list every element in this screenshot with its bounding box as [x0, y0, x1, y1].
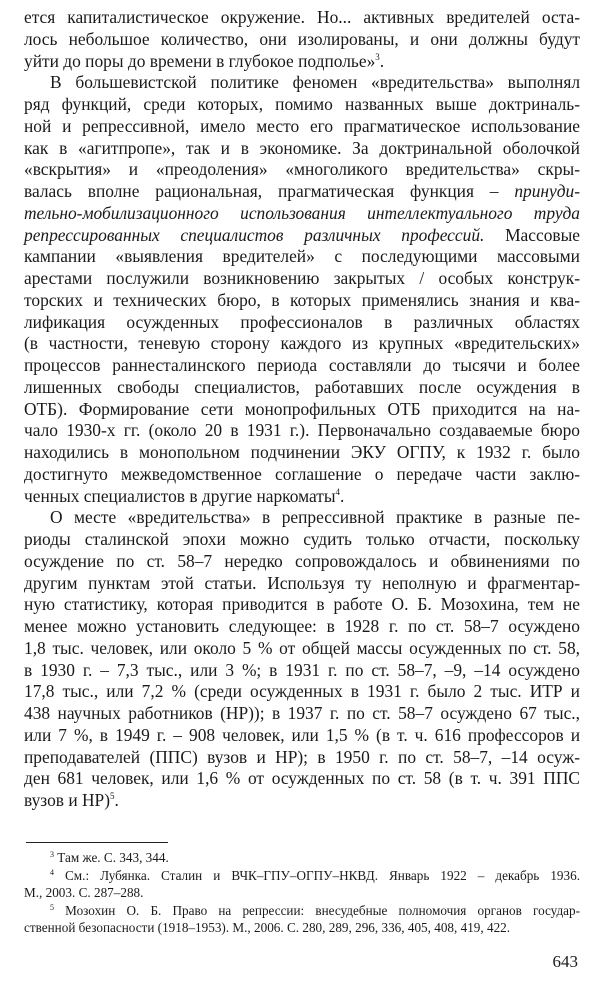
text-line — [24, 464, 580, 486]
footnote-line — [24, 867, 580, 885]
text-line — [24, 420, 580, 442]
text-line — [24, 594, 580, 616]
text-run: 17,8 тыс., или 7,2 % (среди осужденных в 1931 г. было 2 тыс. ИТР и — [24, 681, 580, 702]
text-line — [24, 246, 580, 268]
footnote-ref: 3 — [375, 51, 380, 62]
text-run: лификация осужденных профессионалов в различных областях — [24, 311, 580, 332]
text-run: находились в монопольном подчинении ЭКУ ОГПУ, к 1932 г. было — [24, 442, 580, 462]
text-run: Там же. С. 343, 344. — [54, 850, 169, 865]
text-line — [24, 768, 580, 790]
text-run: . — [340, 485, 345, 506]
text-run: торских и технических бюро, в которых применялись знания и ква- — [24, 289, 580, 310]
text-run: арестами послужили возникновению закрытых / особых конструк- — [24, 268, 580, 288]
text-run: 438 научных работников (НР)); в 1937 г. по ст. 58–7 осуждено 67 тыс., — [24, 703, 580, 723]
text-run: осуждение по ст. 58–7 нередко сопровождалось и обвинениями по — [24, 550, 580, 571]
text-line — [24, 616, 580, 638]
text-run: ной и репрессивной, имело место его прагматическое использование — [24, 115, 580, 136]
text-line — [24, 312, 580, 334]
text-line — [24, 51, 580, 73]
text-run: ственной безопасности (1918–1953). М., 2006. С. 280, 289, 296, 336, 405, 408, 419, 422. — [24, 920, 511, 935]
text-line — [24, 551, 580, 573]
page-number: 643 — [552, 952, 578, 971]
footnote — [24, 902, 580, 937]
footnote — [24, 849, 580, 867]
text-run: ченных специалистов в другие наркоматы — [24, 485, 336, 506]
text-line — [24, 333, 580, 355]
text-run: . — [379, 50, 385, 71]
footnote-ref: 5 — [110, 791, 115, 801]
text-line — [24, 725, 580, 747]
text-run: кампании «выявления вредителей» с последующими массовыми — [24, 246, 580, 267]
text-run: лось небольшое количество, они изолированы, и они должны будут — [24, 28, 580, 49]
text-run: «вскрытия» и «преодоления» «многоликого вредительства» скры- — [24, 159, 580, 180]
text-line — [24, 399, 580, 421]
text-line — [24, 116, 580, 138]
text-line — [24, 355, 580, 377]
text-run: другим пунктам этой статьи. Используя ту неполную и фрагментар- — [24, 572, 580, 593]
text-run: ден 681 человек, или 1,6 % от осужденных по ст. 58 (в т. ч. 391 ППС — [24, 768, 580, 789]
italic-text: тельно-мобилизационного использования интеллектуального труда — [24, 202, 580, 223]
text-run: (в частности, теневую сторону каждого из крупных «вредительских» — [24, 333, 580, 354]
text-line — [24, 442, 580, 464]
text-line — [24, 29, 580, 51]
paragraph — [24, 72, 580, 507]
text-run: Массовые — [484, 224, 581, 245]
text-line — [24, 747, 580, 769]
text-line — [24, 790, 580, 812]
text-line — [24, 290, 580, 312]
text-run: риоды сталинской эпохи можно судить только отчасти, поскольку — [24, 529, 580, 549]
text-run: В большевистской политике феномен «вредительства» выполнял — [50, 72, 580, 93]
text-run: в 1930 г. – 7,3 тыс., или 3 %; в 1931 г. по ст. 58–7, –9, –14 осуждено — [24, 659, 580, 680]
paragraph — [24, 7, 580, 72]
text-run: ется капиталистическое окружение. Но... активных вредителей оста- — [24, 7, 580, 27]
text-run: ряд функций, среди которых, помимо названных выше доктриналь- — [24, 94, 580, 114]
footnote-ref: 4 — [50, 867, 54, 877]
footnotes — [24, 849, 580, 937]
text-line — [24, 486, 580, 508]
text-run: как в «агитпропе», так и в экономике. За доктринальной оболочкой — [24, 137, 580, 158]
text-line — [24, 7, 580, 29]
text-line — [24, 225, 580, 247]
italic-text: репрессированных специалистов различных профессий. — [24, 224, 485, 245]
text-run: достигнуто межведомственное соглашение о передаче части заклю- — [24, 463, 580, 484]
text-line — [24, 573, 580, 595]
text-run: 1,8 тыс. человек, или около 5 % от общей массы осужденных по ст. 58, — [24, 637, 580, 658]
paragraph — [24, 507, 580, 812]
footnote-line — [24, 919, 580, 937]
text-line — [24, 638, 580, 660]
text-run: процессов раннесталинского периода составляли до тысячи и более — [24, 355, 580, 375]
italic-text: принуди- — [514, 181, 580, 201]
text-run: ную статистику, которая приводится в работе О. Б. Мозохина, тем не — [24, 594, 580, 615]
text-run: Мозохин О. Б. Право на репрессии: внесудебные полномочия органов государ- — [54, 902, 580, 918]
text-line — [24, 181, 580, 203]
text-line — [24, 529, 580, 551]
main-text — [24, 7, 580, 812]
text-run: преподавателей (ППС) вузов и НР); в 1950 г. по ст. 58–7, –14 осуж- — [24, 746, 580, 767]
text-run: вузов и НР) — [24, 790, 111, 810]
footnote — [24, 867, 580, 902]
text-run: лишенных свободы специалистов, работавших после осуждения в — [24, 376, 580, 397]
text-line — [24, 703, 580, 725]
footnote-ref: 5 — [50, 902, 54, 912]
text-run: или 7 %, в 1949 г. – 908 человек, или 1,5 % (в т. ч. 616 профессоров и — [24, 724, 580, 745]
footnote-ref: 3 — [50, 850, 54, 859]
text-line — [24, 159, 580, 181]
text-run: См.: Лубянка. Сталин и ВЧК–ГПУ–ОГПУ–НКВД. Январь 1922 – декабрь 1936. — [54, 867, 580, 883]
text-run: О месте «вредительства» в репрессивной практике в разные пе- — [50, 507, 580, 528]
text-line — [24, 507, 580, 529]
footnote-separator — [26, 842, 168, 843]
text-run: . — [114, 790, 119, 810]
footnote-ref: 4 — [335, 486, 341, 497]
text-run: ОТБ). Формирование сети монопрофильных ОТБ приходится на на- — [24, 398, 580, 419]
text-line — [24, 377, 580, 399]
text-run: валась вполне рациональная, прагматическая функция – — [24, 181, 515, 201]
text-run: М., 2003. С. 287–288. — [24, 885, 144, 900]
text-run: чало 1930-х гг. (около 20 в 1931 г.). Первоначально создаваемые бюро — [24, 420, 580, 441]
text-line — [24, 138, 580, 160]
text-line — [24, 203, 580, 225]
text-line — [24, 268, 580, 290]
footnote-line — [24, 884, 580, 902]
footnote-line — [24, 902, 580, 920]
text-line — [24, 94, 580, 116]
text-run: уйти до поры до времени в глубокое подполье» — [24, 50, 376, 71]
text-line — [24, 681, 580, 703]
text-line — [24, 660, 580, 682]
text-run: менее можно установить следующее: в 1928 г. по ст. 58–7 осуждено — [24, 616, 580, 636]
text-line — [24, 72, 580, 94]
footnote-line — [24, 849, 580, 867]
